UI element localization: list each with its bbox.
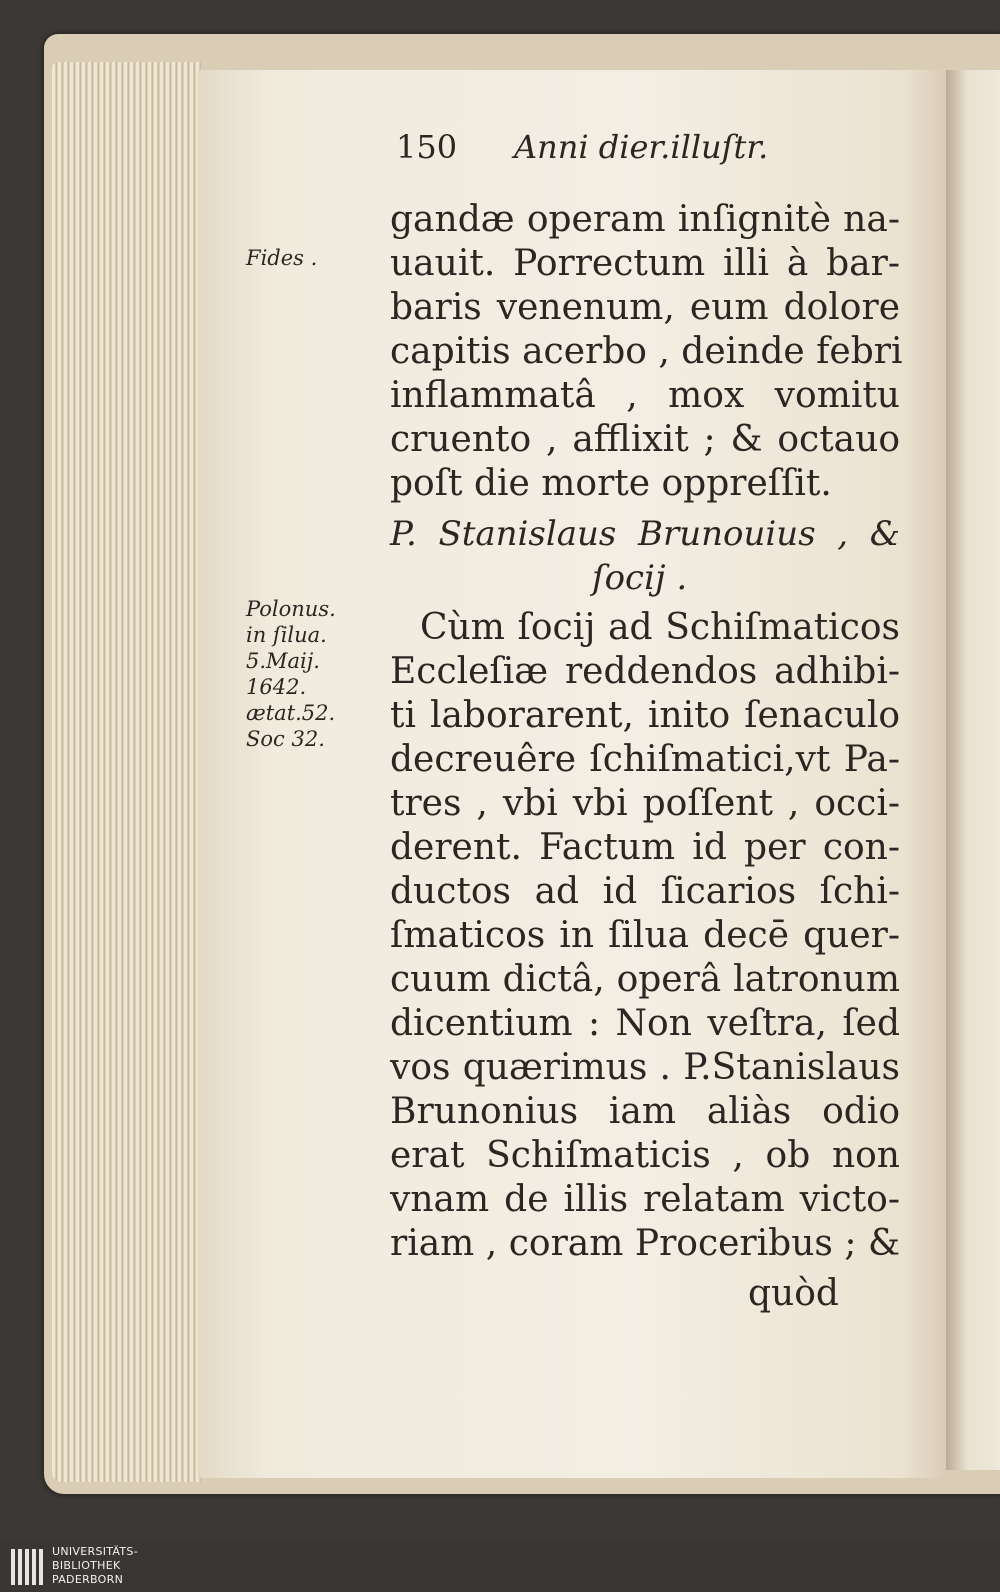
margin-note-fides: Fides . (246, 246, 318, 270)
paragraph-line: vnam de illis relatam victo- (390, 1179, 900, 1220)
body-line: gandæ operam inſignitè na- (390, 199, 900, 240)
paragraph-line: cuum dictâ, operâ latronum (390, 959, 900, 1000)
paragraph-line: Cùm ſocij ad Schiſmaticos (420, 607, 900, 648)
section-heading: P. Stanislaus Brunouius , & (390, 514, 900, 554)
margin-note-line: Soc 32. (246, 727, 325, 751)
footer-bar (0, 1542, 1000, 1592)
paragraph-line: ti laborarent, inito ſenaculo (390, 695, 900, 736)
page-number: 150 (396, 128, 458, 166)
facing-page-edge (946, 70, 1000, 1470)
paragraph-line: tres , vbi vbi poſſent , occi- (390, 783, 900, 824)
library-name-line: BIBLIOTHEK (52, 1559, 121, 1572)
library-name-line: PADERBORN (52, 1573, 124, 1586)
margin-note-line: Polonus. (246, 597, 336, 621)
body-line: capitis acerbo , deinde febri (390, 331, 903, 372)
running-head-title: Anni dier.illuſtr. (514, 128, 769, 166)
page-edges (52, 62, 202, 1482)
paragraph-line: ductos ad id ſicarios ſchi- (390, 871, 900, 912)
margin-note-line: in ſilua. (246, 623, 327, 647)
library-name (52, 1545, 138, 1587)
section-heading-cont: ſocij . (592, 558, 688, 598)
body-line: cruento , afflixit ; & octauo (390, 419, 900, 460)
margin-note-line: ætat.52. (246, 701, 336, 725)
paragraph-line: derent. Factum id per con- (390, 827, 900, 868)
library-logo-icon (10, 1546, 44, 1588)
library-name-line: UNIVERSITÄTS- (52, 1545, 138, 1558)
body-line: uauit. Porrectum illi à bar- (390, 243, 900, 284)
paragraph-line: ſmaticos in ſilua decē quer- (390, 915, 900, 956)
paragraph-line: dicentium : Non veſtra, ſed (390, 1003, 900, 1044)
margin-note-line: 1642. (246, 675, 307, 699)
paragraph-line: decreuêre ſchiſmatici,vt Pa- (390, 739, 900, 780)
body-line: poſt die morte oppreſſit. (390, 463, 832, 504)
body-line: baris venenum, eum dolore (390, 287, 900, 328)
paragraph-line: erat Schiſmaticis , ob non (390, 1135, 900, 1176)
margin-note-line: 5.Maij. (246, 649, 320, 673)
body-line: inflammatâ , mox vomitu (390, 375, 900, 416)
paragraph-line: vos quærimus . P.Stanislaus (390, 1047, 900, 1088)
paragraph-line: Eccleſiæ reddendos adhibi- (390, 651, 900, 692)
paragraph-line: Brunonius iam aliàs odio (390, 1091, 900, 1132)
catchword: quòd (748, 1273, 839, 1314)
running-head (396, 128, 826, 178)
paragraph-line: riam , coram Proceribus ; & (390, 1223, 900, 1264)
